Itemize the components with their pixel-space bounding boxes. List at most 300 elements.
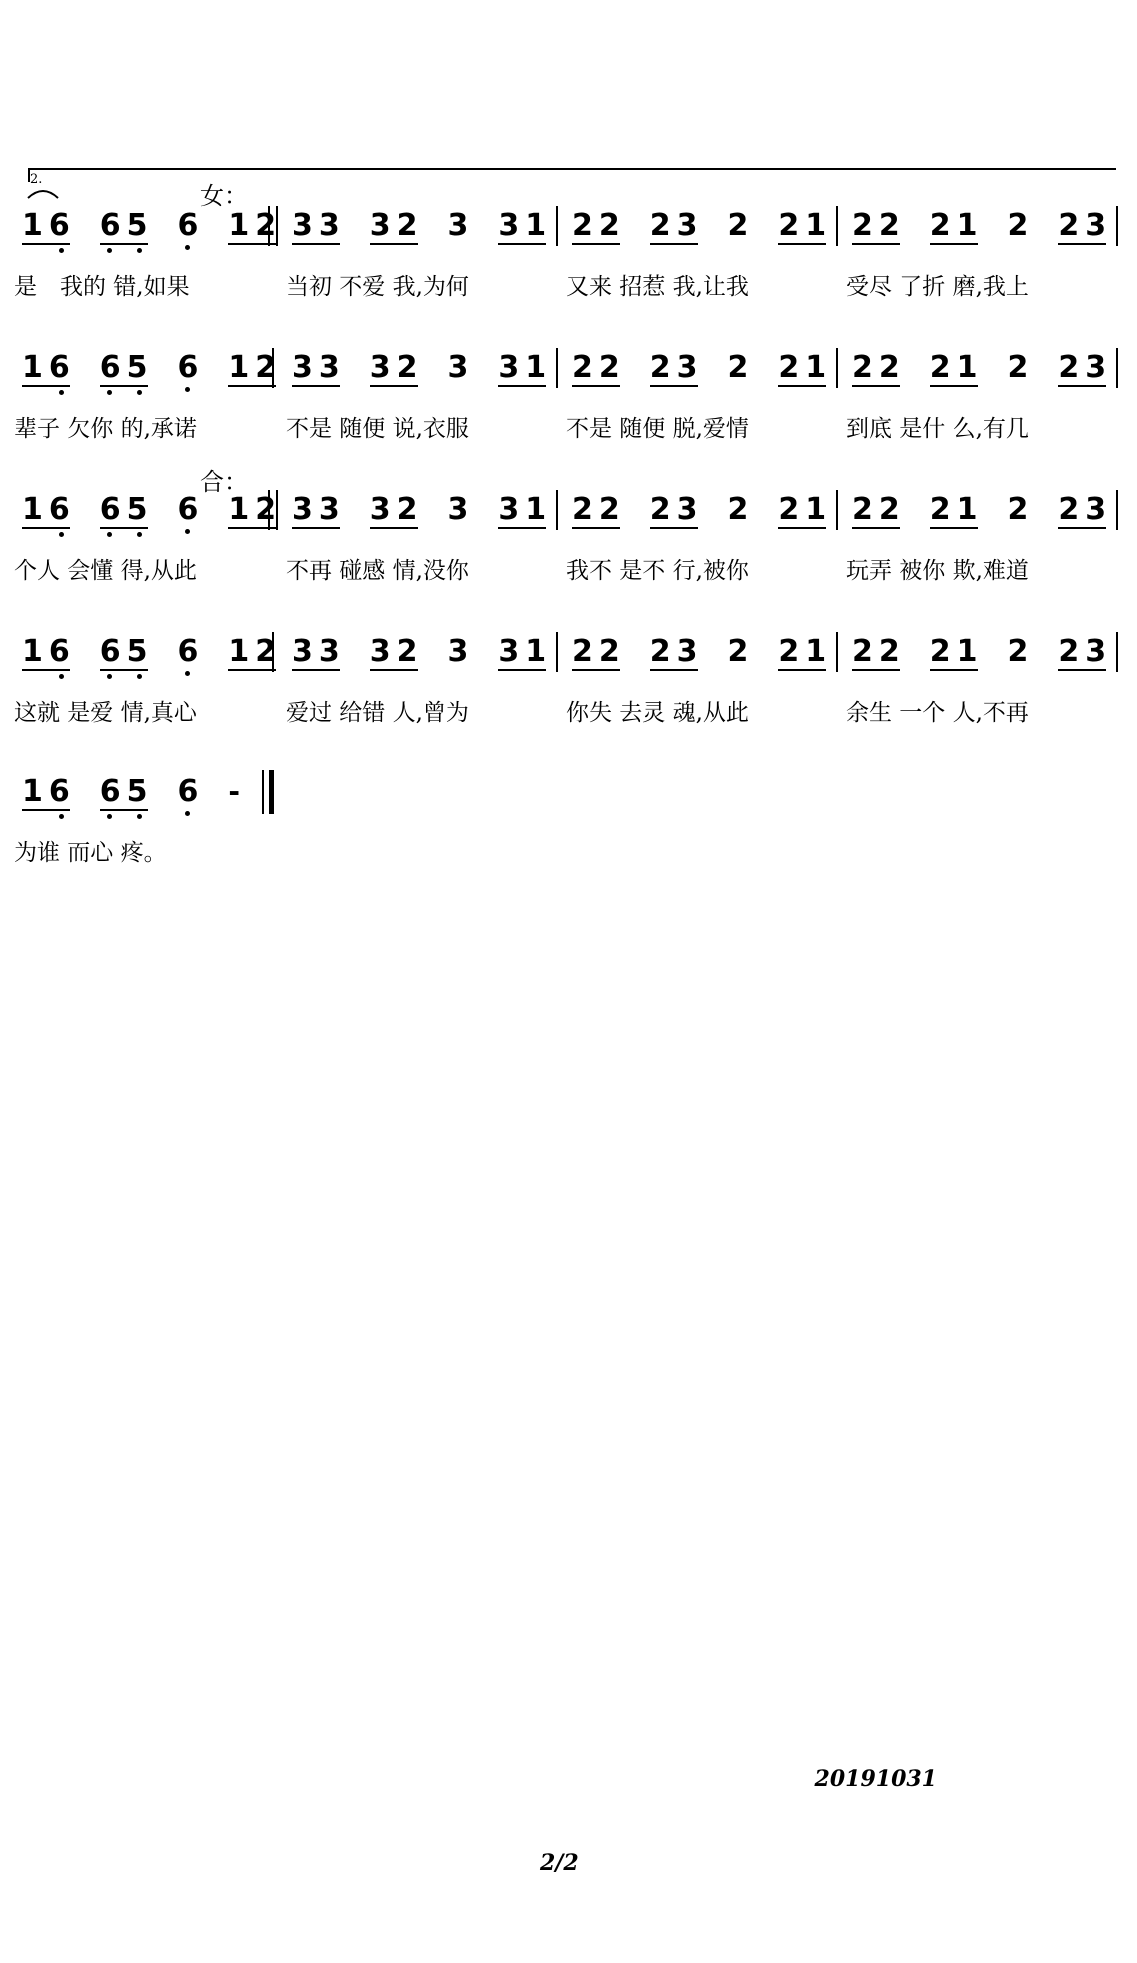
- measure: [572, 210, 826, 255]
- lower-octave-dot: [100, 529, 118, 539]
- note-digit: 3: [1085, 634, 1107, 669]
- dot-slot: [292, 245, 310, 255]
- note-group: [498, 636, 546, 681]
- note-group: [370, 636, 418, 681]
- measure: [572, 352, 826, 397]
- note-digit: 2: [852, 492, 873, 527]
- note-digit: 2: [878, 350, 900, 385]
- note-digit: 1: [525, 492, 547, 527]
- note-group: [1058, 210, 1106, 255]
- dot-slot: [882, 387, 900, 397]
- note-digit: 6: [177, 774, 199, 809]
- note-digit: 1: [805, 350, 827, 385]
- dot-slot: [370, 671, 388, 681]
- dot-slot: [572, 387, 590, 397]
- note-group: [292, 636, 340, 681]
- dot-slot: [778, 245, 796, 255]
- lyric-segment: 不是 随便 脱,爱情: [566, 416, 749, 442]
- note-digit: 2: [778, 208, 800, 243]
- note-digit: 2: [878, 208, 900, 243]
- note-digit: 2: [396, 208, 418, 243]
- measure: [22, 352, 276, 397]
- dot-slot: [322, 529, 340, 539]
- dot-slot: [602, 671, 620, 681]
- note-digit: 1: [228, 492, 250, 527]
- note-digit: 3: [498, 350, 520, 385]
- note-digit: 2: [778, 492, 800, 527]
- note-digit: 1: [525, 634, 547, 669]
- note-digit: 2: [929, 634, 951, 669]
- note-digit: 2: [878, 634, 900, 669]
- note-group: [1058, 494, 1106, 539]
- note-group: [178, 494, 199, 536]
- lower-octave-dot: [100, 387, 118, 397]
- note-digit: 2: [778, 634, 800, 669]
- dot-slot: [370, 245, 388, 255]
- note-digit: 3: [318, 492, 340, 527]
- note-digit: 3: [292, 492, 313, 527]
- dot-slot: [528, 245, 546, 255]
- dot-slot: [728, 384, 746, 394]
- dot-slot: [370, 387, 388, 397]
- dot-slot: [808, 529, 826, 539]
- note-digit: 3: [292, 208, 313, 243]
- note-digit: 6: [48, 634, 70, 669]
- dot-slot: [572, 671, 590, 681]
- dot-slot: [960, 245, 978, 255]
- sustain-dash: -: [228, 775, 240, 808]
- note-digit: 3: [498, 492, 520, 527]
- dot-slot: [728, 668, 746, 678]
- dot-slot: [448, 384, 466, 394]
- note-digit: 6: [99, 350, 121, 385]
- dot-slot: [292, 671, 310, 681]
- note-group: [1058, 636, 1106, 681]
- note-digit: 5: [126, 634, 148, 669]
- note-digit: 2: [1007, 350, 1029, 385]
- note-digit: 1: [22, 492, 43, 527]
- note-group: [22, 776, 70, 821]
- barline: [272, 632, 274, 672]
- measure: [292, 352, 546, 397]
- note-group: [650, 352, 698, 397]
- note-group: [1008, 352, 1029, 394]
- dot-slot: [728, 526, 746, 536]
- lyric-segment: 为谁 而心 疼。: [14, 840, 167, 866]
- lower-octave-dot: [178, 384, 196, 394]
- note-digit: 6: [99, 634, 121, 669]
- note-group: [370, 352, 418, 397]
- note-group: [852, 636, 900, 681]
- note-digit: 3: [369, 634, 391, 669]
- dot-slot: [258, 245, 276, 255]
- note-digit: 3: [676, 208, 698, 243]
- note-digit: 2: [852, 208, 873, 243]
- note-digit: 2: [649, 634, 671, 669]
- dot-slot: [882, 245, 900, 255]
- dot-slot: [400, 245, 418, 255]
- note-group: [930, 494, 978, 539]
- dot-slot: [448, 526, 466, 536]
- note-digit: 5: [126, 774, 148, 809]
- dot-slot: [258, 529, 276, 539]
- note-group: [22, 352, 70, 397]
- note-digit: 3: [447, 634, 469, 669]
- note-group: [448, 494, 469, 536]
- dot-slot: [228, 245, 246, 255]
- note-digit: 1: [228, 208, 250, 243]
- note-group: [572, 494, 620, 539]
- note-group: [650, 210, 698, 255]
- note-digit: 2: [649, 208, 671, 243]
- note-group: [728, 352, 749, 394]
- note-digit: 2: [598, 350, 620, 385]
- note-digit: 2: [929, 208, 951, 243]
- note-group: [228, 776, 246, 818]
- note-digit: 3: [676, 634, 698, 669]
- note-digit: 3: [676, 492, 698, 527]
- dot-slot: [400, 671, 418, 681]
- lyric-segment: 辈子 欠你 的,承诺: [14, 416, 197, 442]
- barline: [836, 490, 838, 530]
- note-group: [228, 352, 276, 397]
- lyric-segment: 爱过 给错 人,曾为: [286, 700, 469, 726]
- note-group: [448, 636, 469, 678]
- note-digit: 2: [649, 350, 671, 385]
- dot-slot: [1088, 245, 1106, 255]
- lyric-segment: 这就 是爱 情,真心: [14, 700, 197, 726]
- lower-octave-dot: [178, 526, 196, 536]
- note-digit: 1: [956, 208, 978, 243]
- note-group: [852, 210, 900, 255]
- note-group: [728, 494, 749, 536]
- dot-slot: [228, 387, 246, 397]
- note-group: [178, 210, 199, 252]
- dot-slot: [1088, 387, 1106, 397]
- note-digit: 1: [228, 634, 250, 669]
- dot-slot: [448, 668, 466, 678]
- dot-slot: [1008, 668, 1026, 678]
- voice-label-female: 女：: [200, 182, 248, 210]
- note-group: [498, 210, 546, 255]
- note-digit: 3: [447, 350, 469, 385]
- note-digit: 2: [255, 350, 277, 385]
- dot-slot: [528, 529, 546, 539]
- dot-slot: [852, 387, 870, 397]
- note-digit: 2: [598, 492, 620, 527]
- note-group: [728, 210, 749, 252]
- dot-slot: [498, 671, 516, 681]
- dot-slot: [572, 529, 590, 539]
- dot-slot: [650, 529, 668, 539]
- dot-slot: [778, 671, 796, 681]
- dot-slot: [882, 671, 900, 681]
- dot-slot: [228, 671, 246, 681]
- dot-slot: [778, 387, 796, 397]
- note-group: [100, 210, 148, 255]
- note-digit: 1: [805, 208, 827, 243]
- note-group: [1008, 494, 1029, 536]
- dot-slot: [778, 529, 796, 539]
- dot-slot: [930, 245, 948, 255]
- note-group: [852, 494, 900, 539]
- note-digit: 1: [525, 350, 547, 385]
- dot-slot: [322, 671, 340, 681]
- lyric-segment: 余生 一个 人,不再: [846, 700, 1029, 726]
- lower-octave-dot: [52, 671, 70, 681]
- note-group: [778, 352, 826, 397]
- note-group: [930, 352, 978, 397]
- note-digit: 3: [498, 208, 520, 243]
- note-group: [728, 636, 749, 678]
- note-group: [178, 776, 199, 818]
- measure: [292, 636, 546, 681]
- lyric-segment: 当初 不爱 我,为何: [286, 274, 469, 300]
- dot-slot: [1058, 245, 1076, 255]
- note-group: [572, 636, 620, 681]
- lower-octave-dot: [130, 245, 148, 255]
- note-group: [778, 210, 826, 255]
- dot-slot: [852, 529, 870, 539]
- lyric-segment: 又来 招惹 我,让我: [566, 274, 749, 300]
- lyric-segment: 我不 是不 行,被你: [566, 558, 749, 584]
- note-digit: 6: [99, 492, 121, 527]
- lower-octave-dot: [130, 387, 148, 397]
- measure: [22, 636, 276, 681]
- measure: [852, 636, 1106, 681]
- dot-slot: [1058, 529, 1076, 539]
- dot-slot: [1088, 671, 1106, 681]
- note-digit: 3: [369, 350, 391, 385]
- dot-slot: [572, 245, 590, 255]
- dot-slot: [322, 387, 340, 397]
- note-group: [572, 210, 620, 255]
- note-digit: 2: [852, 350, 873, 385]
- lyric-segment: 个人 会懂 得,从此: [14, 558, 197, 584]
- dot-slot: [22, 387, 40, 397]
- note-group: [370, 210, 418, 255]
- note-digit: 2: [255, 492, 277, 527]
- dot-slot: [22, 529, 40, 539]
- dot-slot: [498, 245, 516, 255]
- measure: [22, 776, 246, 821]
- date-stamp: 20191031: [814, 1766, 937, 1792]
- note-digit: 6: [48, 208, 70, 243]
- note-group: [292, 494, 340, 539]
- note-digit: 1: [22, 350, 43, 385]
- note-digit: 2: [396, 634, 418, 669]
- lower-octave-dot: [52, 811, 70, 821]
- lower-octave-dot: [52, 245, 70, 255]
- measure: [572, 494, 826, 539]
- note-digit: 2: [727, 492, 749, 527]
- dot-slot: [680, 671, 698, 681]
- dot-slot: [228, 808, 246, 818]
- note-digit: 6: [177, 492, 199, 527]
- note-group: [778, 636, 826, 681]
- dot-slot: [1058, 387, 1076, 397]
- dot-slot: [852, 245, 870, 255]
- lyric-segment: 到底 是什 么,有几: [846, 416, 1029, 442]
- dot-slot: [400, 387, 418, 397]
- note-digit: 2: [929, 492, 951, 527]
- note-digit: 1: [228, 350, 250, 385]
- note-digit: 6: [48, 350, 70, 385]
- lower-octave-dot: [178, 808, 196, 818]
- note-group: [778, 494, 826, 539]
- note-digit: 2: [396, 350, 418, 385]
- dot-slot: [808, 245, 826, 255]
- note-digit: 2: [727, 634, 749, 669]
- note-digit: 3: [1085, 350, 1107, 385]
- note-group: [100, 636, 148, 681]
- dot-slot: [1008, 242, 1026, 252]
- barline: [836, 348, 838, 388]
- dot-slot: [22, 245, 40, 255]
- lower-octave-dot: [52, 387, 70, 397]
- double-barline: [268, 490, 278, 530]
- note-group: [498, 352, 546, 397]
- dot-slot: [680, 529, 698, 539]
- note-digit: 1: [956, 350, 978, 385]
- note-digit: 1: [805, 634, 827, 669]
- note-digit: 5: [126, 350, 148, 385]
- double-barline: [268, 206, 278, 246]
- note-digit: 2: [1058, 492, 1080, 527]
- lower-octave-dot: [130, 811, 148, 821]
- note-group: [100, 776, 148, 821]
- barline: [1116, 490, 1118, 530]
- note-digit: 3: [369, 208, 391, 243]
- note-digit: 1: [22, 634, 43, 669]
- note-digit: 6: [99, 208, 121, 243]
- note-digit: 3: [318, 634, 340, 669]
- barline: [556, 348, 558, 388]
- note-digit: 2: [1058, 634, 1080, 669]
- dot-slot: [498, 529, 516, 539]
- note-group: [22, 210, 70, 255]
- note-digit: 3: [1085, 208, 1107, 243]
- note-digit: 2: [1007, 492, 1029, 527]
- barline: [1116, 348, 1118, 388]
- note-digit: 2: [572, 208, 593, 243]
- dot-slot: [322, 245, 340, 255]
- dot-slot: [498, 387, 516, 397]
- note-digit: 3: [369, 492, 391, 527]
- note-digit: 5: [126, 208, 148, 243]
- dot-slot: [650, 387, 668, 397]
- dot-slot: [650, 245, 668, 255]
- dot-slot: [960, 671, 978, 681]
- lower-octave-dot: [100, 671, 118, 681]
- note-group: [228, 636, 276, 681]
- measure: [852, 494, 1106, 539]
- dot-slot: [528, 387, 546, 397]
- dot-slot: [680, 387, 698, 397]
- note-digit: 1: [956, 634, 978, 669]
- dot-slot: [650, 671, 668, 681]
- lyric-segment: 受尽 了折 磨,我上: [846, 274, 1029, 300]
- barline: [836, 206, 838, 246]
- dot-slot: [1058, 671, 1076, 681]
- measure: [572, 636, 826, 681]
- measure: [22, 494, 276, 539]
- second-ending-label: 2.: [30, 172, 43, 187]
- note-group: [292, 352, 340, 397]
- note-group: [178, 636, 199, 678]
- dot-slot: [228, 529, 246, 539]
- note-digit: 3: [1085, 492, 1107, 527]
- note-digit: 2: [727, 208, 749, 243]
- dot-slot: [528, 671, 546, 681]
- dot-slot: [448, 242, 466, 252]
- lower-octave-dot: [100, 811, 118, 821]
- tie-arc: [26, 182, 60, 202]
- note-group: [930, 210, 978, 255]
- dot-slot: [930, 529, 948, 539]
- note-digit: 3: [292, 634, 313, 669]
- note-group: [650, 636, 698, 681]
- note-digit: 3: [318, 350, 340, 385]
- dot-slot: [808, 387, 826, 397]
- lower-octave-dot: [130, 671, 148, 681]
- lower-octave-dot: [178, 668, 196, 678]
- lyric-segment: 不再 碰感 情,没你: [286, 558, 469, 584]
- dot-slot: [1088, 529, 1106, 539]
- measure: [22, 210, 276, 255]
- note-digit: 1: [956, 492, 978, 527]
- note-digit: 3: [447, 492, 469, 527]
- note-group: [370, 494, 418, 539]
- note-digit: 3: [292, 350, 313, 385]
- note-digit: 1: [805, 492, 827, 527]
- note-group: [22, 636, 70, 681]
- dot-slot: [602, 529, 620, 539]
- note-digit: 3: [447, 208, 469, 243]
- dot-slot: [292, 529, 310, 539]
- note-digit: 2: [598, 208, 620, 243]
- note-digit: 2: [878, 492, 900, 527]
- note-digit: 1: [22, 208, 43, 243]
- dot-slot: [22, 671, 40, 681]
- note-digit: 5: [126, 492, 148, 527]
- measure: [292, 210, 546, 255]
- page-number: 2/2: [540, 1850, 579, 1876]
- dot-slot: [680, 245, 698, 255]
- note-digit: 3: [676, 350, 698, 385]
- lower-octave-dot: [52, 529, 70, 539]
- lyric-segment: 是 我的 错,如果: [14, 274, 190, 300]
- dot-slot: [930, 387, 948, 397]
- dot-slot: [292, 387, 310, 397]
- note-group: [1058, 352, 1106, 397]
- dot-slot: [400, 529, 418, 539]
- barline: [556, 490, 558, 530]
- note-digit: 3: [318, 208, 340, 243]
- note-group: [1008, 210, 1029, 252]
- barline: [1116, 632, 1118, 672]
- measure: [852, 352, 1106, 397]
- note-digit: 2: [598, 634, 620, 669]
- note-digit: 2: [1058, 350, 1080, 385]
- barline: [556, 206, 558, 246]
- dot-slot: [258, 671, 276, 681]
- dot-slot: [370, 529, 388, 539]
- dot-slot: [960, 529, 978, 539]
- note-group: [448, 210, 469, 252]
- note-digit: 2: [727, 350, 749, 385]
- note-digit: 2: [929, 350, 951, 385]
